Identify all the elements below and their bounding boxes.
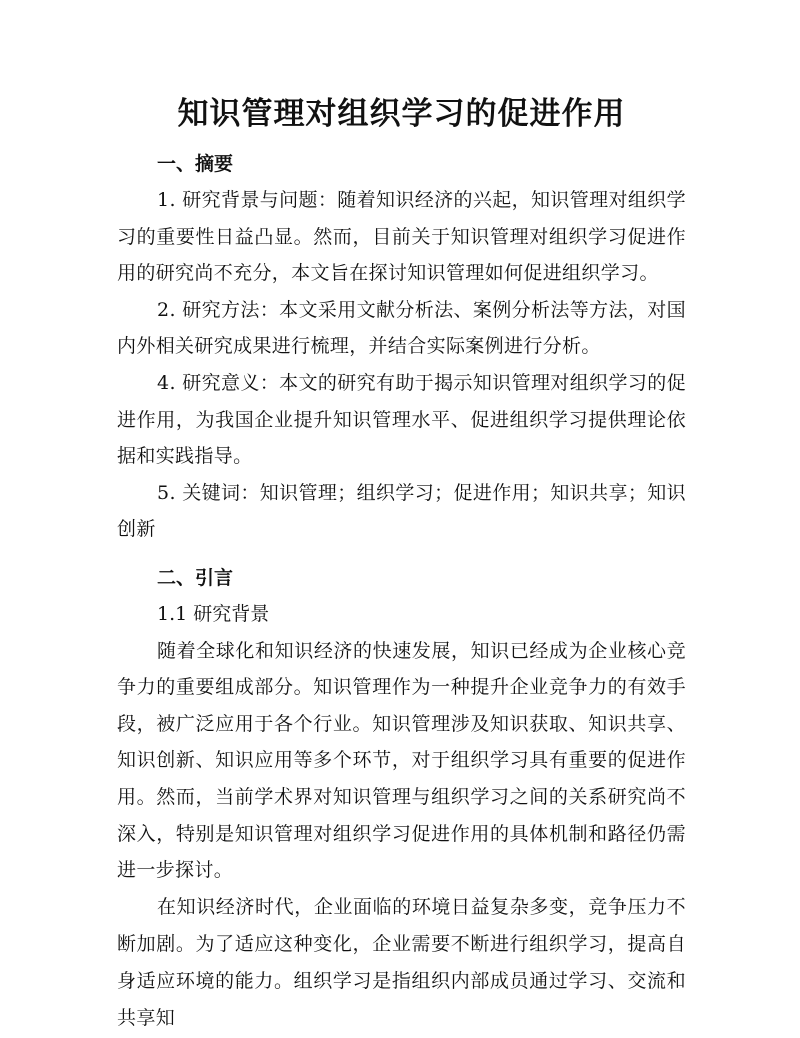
abstract-item-keywords: 5. 关键词：知识管理；组织学习；促进作用；知识共享；知识创新 (117, 481, 686, 541)
abstract-item-significance: 4. 研究意义：本文的研究有助于揭示知识管理对组织学习的促进作用，为我国企业提升知识管理水平、促进组织学习提供理论依据和实践指导。 (117, 371, 686, 468)
abstract-heading: 一、摘要 (157, 153, 234, 175)
intro-subheading: 1.1 研究背景 (157, 602, 270, 625)
document-title: 知识管理对组织学习的促进作用 (177, 96, 626, 132)
intro-paragraph: 在知识经济时代，企业面临的环境日益复杂多变，竞争压力不断加剧。为了适应这种变化，企业需要不断进行组织学习，提高自身适应环境的能力。组织学习是指组织内部成员通过学习、交流和共享知 (117, 895, 686, 1030)
intro-heading: 二、引言 (157, 566, 234, 589)
intro-paragraph: 随着全球化和知识经济的快速发展，知识已经成为企业核心竞争力的重要组成部分。知识管理作为一种提升企业竞争力的有效手段，被广泛应用于各个行业。知识管理涉及知识获取、知识共享、知识创新、知识应用等多个环节，对于组织学习具有重要的促进作用。然而，当前学术界对知识管理与组织学习之间的关系研究尚不深入，特别是知识管理对组织学习促进作用的具体机制和路径仍需进一步探讨。 (117, 639, 686, 882)
abstract-item-background: 1. 研究背景与问题：随着知识经济的兴起，知识管理对组织学习的重要性日益凸显。然而，目前关于知识管理对组织学习促进作用的研究尚不充分，本文旨在探讨知识管理如何促进组织学习。 (117, 189, 686, 285)
abstract-item-method: 2. 研究方法：本文采用文献分析法、案例分析法等方法，对国内外相关研究成果进行梳理，并结合实际案例进行分析。 (117, 298, 686, 358)
